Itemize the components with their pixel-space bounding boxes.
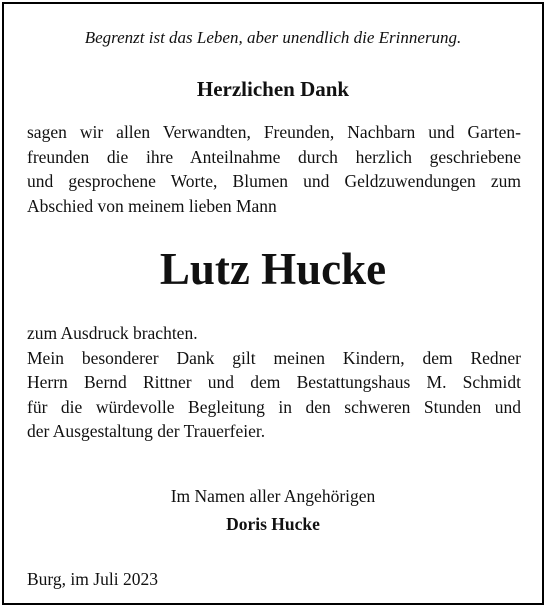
intro-paragraph xyxy=(27,120,521,218)
intro-line: Abschied von meinem lieben Mann xyxy=(27,195,277,216)
intro-line: sagen wir allen Verwandten, Freunden, Nachbarn und Garten- xyxy=(27,122,521,142)
closing-line: Herrn Bernd Rittner und dem Bestattungshaus M. Schmidt xyxy=(27,372,521,392)
place-date: Burg, im Juli 2023 xyxy=(27,569,158,589)
closing-line: Mein besonderer Dank gilt meinen Kindern, dem Redner xyxy=(27,347,521,368)
closing-line: der Ausgestaltung der Trauerfeier. xyxy=(27,421,266,441)
intro-line: freunden die ihre Anteilnahme durch herzlich geschriebene xyxy=(27,146,521,167)
closing-line: zum Ausdruck brachten. xyxy=(27,323,198,343)
obituary-thank-you-notice xyxy=(2,2,544,605)
closing-line: für die würdevolle Begleitung in den schweren Stunden und xyxy=(27,396,521,417)
signatory-name: Doris Hucke xyxy=(226,514,320,534)
signature-intro: Im Namen aller Angehörigen xyxy=(170,486,376,506)
deceased-name: Lutz Hucke xyxy=(159,244,387,294)
closing-paragraph xyxy=(27,321,521,444)
intro-line: und gesprochene Worte, Blumen und Geldzuwendungen zum xyxy=(27,171,521,191)
motto: Begrenzt ist das Leben, aber unendlich die Erinnerung. xyxy=(84,28,462,47)
thanks-heading: Herzlichen Dank xyxy=(196,77,350,101)
